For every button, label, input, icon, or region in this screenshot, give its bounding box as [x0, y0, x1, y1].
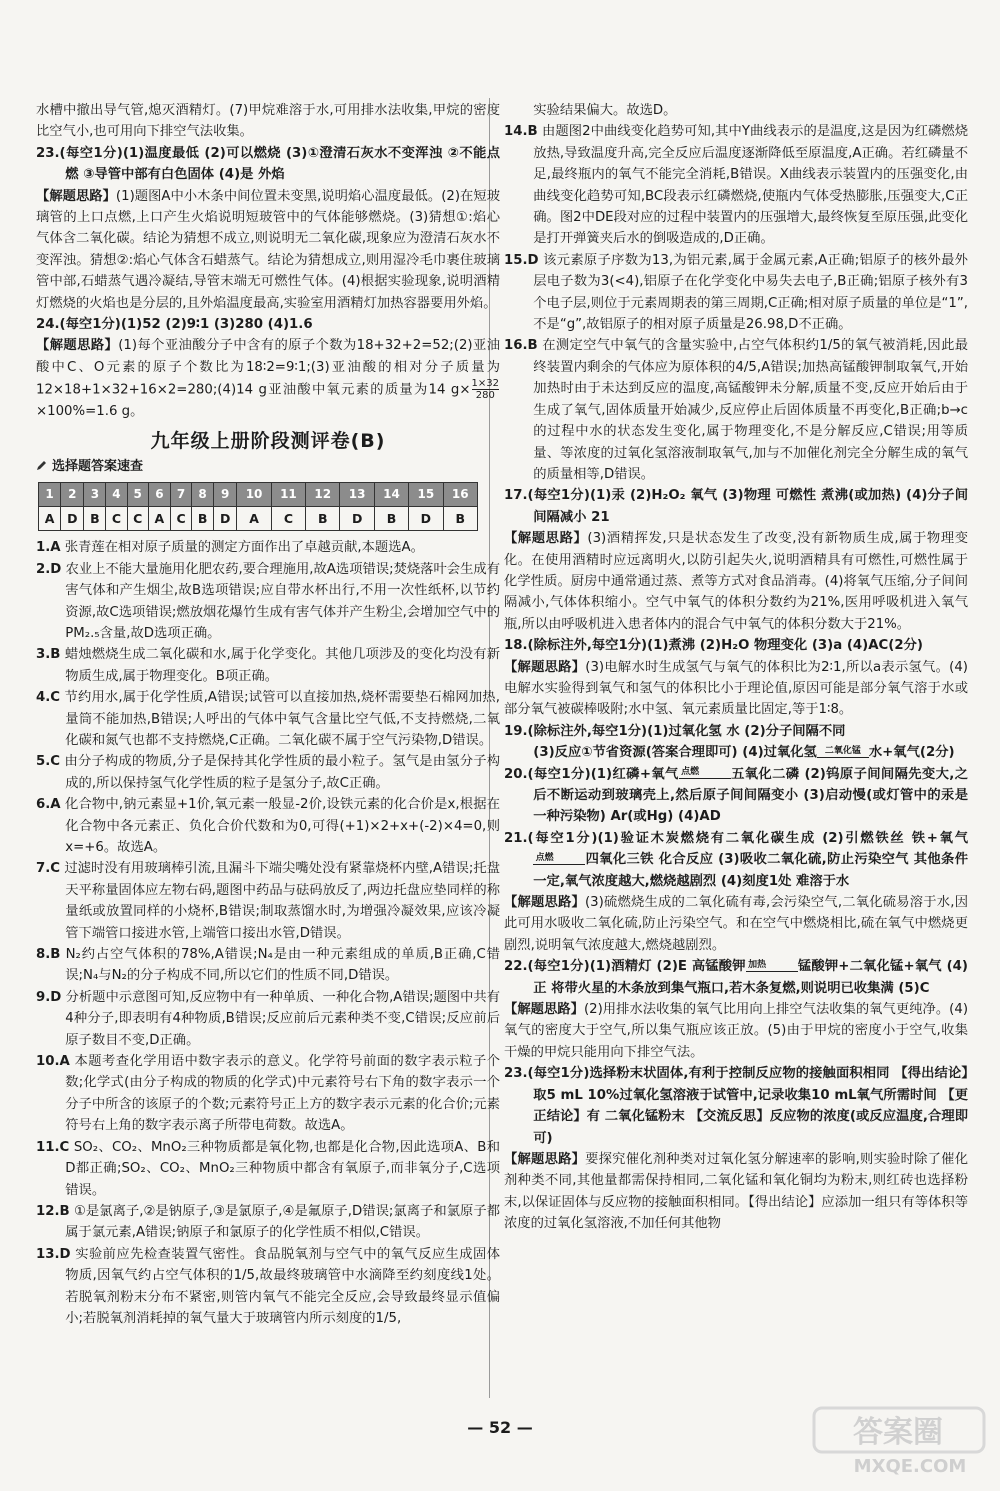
answer-table-number-cell: 3 [84, 482, 106, 506]
answer-item-text: 在测定空气中氧气的含量实验中,占空气体积约1/5的氧气被消耗,因此最终装置内剩余的气体应为原体积的4/5,A错误;加热高锰酸钾制取氧气,开始加热时由于未达到反应的温度,高锰酸钾未分解,质量不变,反应开始后由于生成了氧气,固体质量开始减少,反应停止后固体质量不再变化,B正确;b→c的过程中水的状态发生变化,属于物理变化,不是分解反应,C错误;用等质量、等浓度的过氧化氢溶液制取氧气,加与不加催化剂完全分解生成的氧气的质量相等,D错误。 [533, 338, 968, 482]
watermark-graphic [810, 1400, 990, 1480]
answer-item-number: 2.D [36, 561, 62, 577]
answer-table-number-cell: 1 [39, 482, 61, 506]
answer-item [36, 559, 500, 645]
question-20-answer [504, 764, 968, 828]
q20-pre: 20.(每空1分)(1)红磷+氧气 [504, 766, 679, 782]
answer-table-number-cell: 11 [271, 482, 305, 506]
answer-table-answer-cell: D [61, 506, 84, 530]
answer-table-number-cell: 8 [192, 482, 214, 506]
answer-item [36, 794, 500, 858]
answer-item-number: 7.C [36, 861, 61, 877]
hint-label: 【解题思路】 [504, 531, 588, 547]
q21-pre: 21.(每空1分)(1)验证木炭燃烧有二氧化碳生成 (2)引燃铁丝 铁+氧气 [504, 830, 968, 846]
answer-item-text: 节约用水,属于化学性质,A错误;试管可以直接加热,烧杯需要垫石棉网加热,量筒不能加热,B错误;人呼出的气体中氧气含量比空气低,不支持燃烧,二氧化碳和氮气也都不支持燃烧,C正确。二氧化碳不属于空气污染物,D错误。 [64, 690, 501, 748]
answer-item [36, 944, 500, 987]
answer-table-number-cell: 14 [374, 482, 408, 506]
answer-table-number-cell: 4 [106, 482, 127, 506]
answer-item [36, 1137, 500, 1201]
question-21-hint [504, 892, 968, 956]
answer-table-answer-cell: C [170, 506, 191, 530]
answer-item-number: 9.D [36, 989, 62, 1005]
answer-table-number-cell: 12 [306, 482, 340, 506]
right-column [504, 100, 968, 1235]
question-23-hint-right [504, 1149, 968, 1235]
answer-table-answer-cell: B [84, 506, 106, 530]
question-23-answer: 23.(每空1分)(1)温度最低 (2)可以燃烧 (3)①澄清石灰水不变浑浊 ②不能点燃 ③导管中部有白色固体 (4)是 外焰 [36, 145, 500, 183]
answer-item [36, 1244, 500, 1330]
hint-label: 【解题思路】 [504, 1151, 586, 1167]
hint-text: (1)每个亚油酸分子中含有的原子个数为18+32+2=52;(2)亚油酸中C、O元素的原子个数比为18∶2=9∶1;(3)亚油酸的相对分子质量为12×18+1×32+16×2=280;(4)14 g亚油酸中氧元素的质量为14 g× [36, 338, 500, 398]
answer-table-number-cell: 6 [148, 482, 170, 506]
answer-item-number: 15.D [504, 252, 539, 268]
answer-table-number-cell: 7 [170, 482, 191, 506]
answer-item-number: 1.A [36, 540, 61, 556]
fraction-denominator: 280 [475, 390, 495, 402]
answer-table-answer-cell: B [443, 506, 477, 530]
answer-item-text: ①是氯离子,②是钠原子,③是氯原子,④是氟原子,D错误;氯离子和氯原子都属于氯元素,A错误;钠原子和氯原子的化学性质不相似,C错误。 [65, 1203, 500, 1241]
answer-table [38, 482, 478, 532]
answer-item-text: 该元素原子序数为13,为铝元素,属于金属元素,A正确;铝原子的核外最外层电子数为3(<4),铝原子在化学变化中易失去电子,B正确;铝原子核外有3个电子层,则位于元素周期表的第三周期,C正确;相对原子质量的单位是“1”,不是“g”,故铝原子的相对原子质量是26.98,D不正确。 [533, 252, 968, 333]
answer-item-text: 蜡烛燃烧生成二氧化碳和水,属于化学变化。其他几项涉及的变化均没有新物质生成,属于物理变化。B项正确。 [64, 647, 500, 684]
question-18-answer: 18.(除标注外,每空1分)(1)煮沸 (2)H₂O 物理变化 (3)a (4)AC(2分) [504, 638, 923, 654]
answer-item-text: 由分子构成的物质,分子是保持其化学性质的最小粒子。氢气是由氢分子构成的,所以保持氢气化学性质的粒子是氢分子,故C正确。 [64, 754, 500, 791]
answer-item [36, 1201, 500, 1244]
answer-table-answer-cell: C [106, 506, 127, 530]
hint-text: (3)酒精挥发,只是状态发生了改变,没有新物质生成,属于物理变化。在使用酒精时应远离明火,以防引起失火,说明酒精具有可燃性,可燃性属于化学性质。厨房中通常通过蒸、煮等方式对食品消毒。(4)将氧气压缩,分子间间隔减小,气体体积缩小。空气中氧气的体积分数约为21%,医用呼吸机进入氧气瓶,所以由呼吸机进入患者体内的混合气中氧气的体积分数大于21%。 [504, 531, 969, 632]
hint-label: 【解题思路】 [504, 1002, 584, 1018]
question-24-hint [36, 335, 500, 422]
answer-item-text: 实验前应先检查装置气密性。食品脱氧剂与空气中的氧气反应生成固体物质,因氧气约占空气体积的1/5,故最终玻璃管中水滴降至约刻度线1处。若脱氧剂粉末分布不紧密,则管内氧气不能完全反应,会导致最终显示值偏小;若脱氧剂消耗掉的氧气量大于玻璃管内所示刻度的1/5, [65, 1246, 501, 1326]
answer-item-text: 农业上不能大量施用化肥农药,要合理施用,故A选项错误;焚烧落叶会生成有害气体和产生烟尘,故B选项错误;应自带水杯出行,不用一次性纸杯,以节约资源,故C选项错误;燃放烟花爆竹生成有害气体并产生粉尘,会增加空气中的PM₂.₅含量,故D选项正确。 [65, 561, 500, 641]
q22-pre: 22.(每空1分)(1)酒精灯 (2)E 高锰酸钾 [504, 959, 746, 975]
hint-label: 【解题思路】 [504, 895, 585, 911]
answer-item-number: 3.B [36, 647, 61, 663]
answer-table-answer-cell: C [127, 506, 148, 530]
answer-item-number: 14.B [504, 124, 538, 140]
page-number: — 52 — [467, 1418, 533, 1437]
answer-item-text: 张青莲在相对原子质量的测定方面作出了卓越贡献,本题选A。 [64, 540, 424, 556]
answer-table-answer-cell: D [409, 506, 443, 530]
answer-table-answer-cell: B [374, 506, 408, 530]
answer-item-number: 16.B [504, 338, 538, 354]
reaction-arrow [817, 747, 869, 758]
arrow-condition: 二氧化锰 [824, 745, 861, 756]
answer-table-answer-cell: B [306, 506, 340, 530]
answer-item [36, 1051, 500, 1137]
answer-table-answer-cell: A [148, 506, 170, 530]
answer-item-number: 4.C [36, 690, 61, 706]
answer-table-number-cell: 5 [127, 482, 148, 506]
hint-label: 【解题思路】 [504, 659, 586, 675]
answer-item-text: 由题图2中曲线变化趋势可知,其中Y曲线表示的是温度,这是因为红磷燃烧放热,导致温度升高,完全反应后温度逐渐降低至原温度,A正确。若红磷量不足,最终瓶内的氧气不能完全消耗,B错误。X曲线表示装置内的压强变化,由曲线变化趋势可知,BC段表示红磷燃烧,使瓶内气体受热膨胀,压强变大,C正确。图2中DE段对应的过程中装置内的压强增大,最终恢复至原压强,此变化是打开弹簧夹后水的倒吸造成的,D正确。 [533, 124, 968, 247]
answer-item-text: SO₂、CO₂、MnO₂三种物质都是氧化物,也都是化合物,因此选项A、B和D都正确;SO₂、CO₂、MnO₂三种物质中都含有氧原子,而非氧分子,C选项错误。 [65, 1139, 500, 1198]
answer-table-number-cell: 2 [61, 482, 84, 506]
answer-table-answer-cell: A [39, 506, 61, 530]
question-22-hint [504, 999, 968, 1063]
watermark-url: MXQE.COM [853, 1456, 967, 1477]
question-23-hint [36, 186, 500, 314]
right-paragraph-continued: 实验结果偏大。故选D。 [533, 103, 677, 118]
answer-table-answer-cell: A [237, 506, 271, 530]
answer-table-number-cell: 16 [443, 482, 477, 506]
answer-table-answer-cell: D [340, 506, 374, 530]
answer-table-numbers [39, 482, 478, 506]
q19-pre: (3)反应①节省资源(答案合理即可) (4)过氧化氢 [533, 745, 817, 761]
answer-table-answer-cell: B [192, 506, 214, 530]
left-paragraph-continued: 水槽中撤出导气管,熄灭酒精灯。(7)甲烷难溶于水,可用排水法收集,甲烷的密度比空气小,也可用向下排空气法收集。 [36, 103, 500, 140]
answer-item-text: 本题考查化学用语中数字表示的意义。化学符号前面的数字表示粒子个数;化学式(由分子构成的物质的化学式)中元素符号右下角的数字表示一个分子中所含的该原子的个数;元素符号正上方的数字表示元素的化合价;元素符号右上角的数字表示离子所带电荷数。故选A。 [65, 1054, 500, 1134]
answer-item-number: 6.A [36, 797, 61, 813]
hint-text: (1)题图A中小木条中间位置未变黑,说明焰心温度最低。(2)在短玻璃管的上口点燃,上口产生火焰说明短玻管中的气体能够燃烧。(3)猜想①:焰心气体含二氧化碳。结论为猜想不成立,则说明无二氧化碳,现象应为澄清石灰水不变浑浊。猜想②:焰心气体含石蜡蒸气。结论为猜想成立,则用湿冷毛巾裹住玻璃管中部,石蜡蒸气遇冷凝结,导管末端无可燃性气体。(4)根据实验现象,说明酒精灯燃烧的火焰也是分层的,且外焰温度最高,实验室用酒精灯加热容器要用外焰。 [36, 188, 500, 311]
pencil-icon [36, 459, 48, 471]
hint-text: (3)硫燃烧生成的二氧化硫有毒,会污染空气,二氧化硫易溶于水,因此可用水吸收二氧化硫,防止污染空气。和在空气中燃烧相比,硫在氧气中燃烧更剧烈,说明氧气浓度越大,燃烧越剧烈。 [504, 895, 969, 953]
right-answer-list [504, 121, 968, 485]
hint-text: 要探究催化剂种类对过氧化氢分解速率的影响,则实验时除了催化剂种类不同,其他量都需保持相同,二氧化锰和氧化铜均为粉末,则红砖也选择粉末,以保证固体与反应物的接触面积相同。【得出结论】应添加一组只有等体积等浓度的过氧化氢溶液,不加任何其他物 [504, 1151, 968, 1232]
answer-table-number-cell: 13 [340, 482, 374, 506]
answer-item [36, 858, 500, 944]
answer-item-number: 11.C [36, 1139, 70, 1155]
watermark-logo [810, 1400, 990, 1480]
answer-table-title-text: 选择题答案速查 [52, 459, 144, 475]
left-answer-list [36, 537, 500, 1329]
answer-item-text: 分析题中示意图可知,反应物中有一种单质、一种化合物,A错误;题图中共有4种分子,即表明有4种物质,B错误;反应前后元素种类不变,C错误;反应前后原子数目不变,D正确。 [65, 989, 500, 1048]
hint-text: (3)电解水时生成氢气与氧气的体积比为2∶1,所以a表示氢气。(4)电解水实验得到氧气和氢气的体积比小于理论值,原因可能是部分氧气溶于水或部分氧气被碳棒吸附;水中氢、氧元素质量比固定,等于1∶8。 [504, 659, 968, 718]
answer-table-number-cell: 15 [409, 482, 443, 506]
answer-item-number: 8.B [36, 947, 61, 963]
answer-table-title [36, 456, 500, 477]
arrow-condition: 点燃 [535, 852, 554, 863]
answer-item-number: 12.B [36, 1203, 70, 1219]
fraction [472, 378, 499, 401]
reaction-arrow [746, 961, 798, 972]
answer-item-text: 化合物中,钠元素显+1价,氧元素一般显-2价,设铁元素的化合价是x,根据在化合物中各元素正、负化合价代数和为0,可得(+1)×2+x+(-2)×4=0,则x=+6。故选A。 [65, 797, 500, 855]
left-column [36, 100, 500, 1329]
reaction-arrow [533, 854, 585, 865]
answer-item [504, 121, 968, 249]
fraction-numerator: 1×32 [471, 378, 499, 390]
answer-item-number: 13.D [36, 1246, 71, 1262]
q19-post: 水+氧气(2分) [868, 745, 955, 761]
question-19-answer: 19.(除标注外,每空1分)(1)过氧化氢 水 (2)分子间隔不同 [504, 723, 846, 739]
q20-post: 五氧化二磷 (2)钨原子间间隔先变大,之后不断运动到玻璃壳上,然后原子间间隔变小 (3)启动慢(或灯管中的汞是一种污染物) Ar(或Hg) (4)AD [533, 766, 968, 825]
hint-label: 【解题思路】 [36, 188, 116, 204]
answer-table-number-cell: 9 [214, 482, 237, 506]
question-19-answer-cont [504, 742, 968, 763]
answer-item-text: N₂约占空气体积的78%,A错误;N₄是由一种元素组成的单质,B正确,C错误;N₄与N₂的分子构成不同,所以它们的性质不同,D错误。 [65, 947, 500, 984]
answer-item-number: 10.A [36, 1054, 70, 1070]
answer-table-answers [39, 506, 478, 530]
question-17-hint [504, 528, 968, 635]
answer-item [36, 687, 500, 751]
arrow-condition: 加热 [748, 959, 767, 970]
hint-text: (2)用排水法收集的氧气比用向上排空气法收集的氧气更纯净。(4)氧气的密度大于空气,所以集气瓶应该正放。(5)由于甲烷的密度小于空气,收集干燥的甲烷只能用向下排空气法。 [504, 1002, 969, 1060]
question-17-answer: 17.(每空1分)(1)汞 (2)H₂O₂ 氧气 (3)物理 可燃性 煮沸(或加热) (4)分子间间隔减小 21 [504, 488, 968, 525]
question-24-answer: 24.(每空1分)(1)52 (2)9∶1 (3)280 (4)1.6 [36, 317, 313, 333]
hint-tail: ×100%=1.6 g。 [36, 404, 144, 420]
arrow-condition: 点燃 [681, 767, 700, 778]
answer-item [36, 987, 500, 1051]
question-23-answer-right: 23.(每空1分)选择粉末状固体,有利于控制反应物的接触面积相同 【得出结论】取5 mL 10%过氧化氢溶液于试管中,记录收集10 mL氧气所需时间 【更正结论】有 二氧化锰粉末 【交流反思】反应物的浓度(或反应温度,合理即可) [504, 1066, 968, 1146]
answer-item [504, 250, 968, 336]
question-18-hint [504, 657, 968, 721]
answer-table-number-cell: 10 [237, 482, 271, 506]
answer-item-number: 5.C [36, 754, 61, 770]
question-21-answer [504, 828, 968, 892]
hint-label: 【解题思路】 [36, 338, 119, 354]
question-22-answer [504, 956, 968, 999]
answer-item [504, 335, 968, 485]
answer-item-text: 过滤时没有用玻璃棒引流,且漏斗下端尖嘴处没有紧靠烧杯内壁,A错误;托盘天平称量固体应左物右码,题图中药品与砝码放反了,两边托盘应垫同样的称量纸或放置同样的小烧杯,B错误;制取蒸馏水时,为增强冷凝效果,应该冷凝管下端管口接进水管,上端管口接出水管,D错误。 [64, 861, 501, 941]
answer-item [36, 644, 500, 687]
q21-post: 四氧化三铁 化合反应 (3)吸收二氧化硫,防止污染空气 其他条件一定,氧气浓度越大,燃烧越剧烈 (4)刻度1处 难溶于水 [533, 852, 968, 889]
section-title: 九年级上册阶段测评卷(B) [150, 429, 386, 452]
answer-table-answer-cell: D [214, 506, 237, 530]
reaction-arrow [679, 768, 731, 779]
watermark-title: 答案圈 [853, 1415, 943, 1450]
q22-post: 锰酸钾+二氧化锰+氧气 (4)正 将带火星的木条放到集气瓶口,若木条复燃,则说明已收集满 (5)C [533, 959, 968, 996]
answer-item [36, 537, 500, 558]
answer-item [36, 751, 500, 794]
answer-table-answer-cell: C [271, 506, 305, 530]
